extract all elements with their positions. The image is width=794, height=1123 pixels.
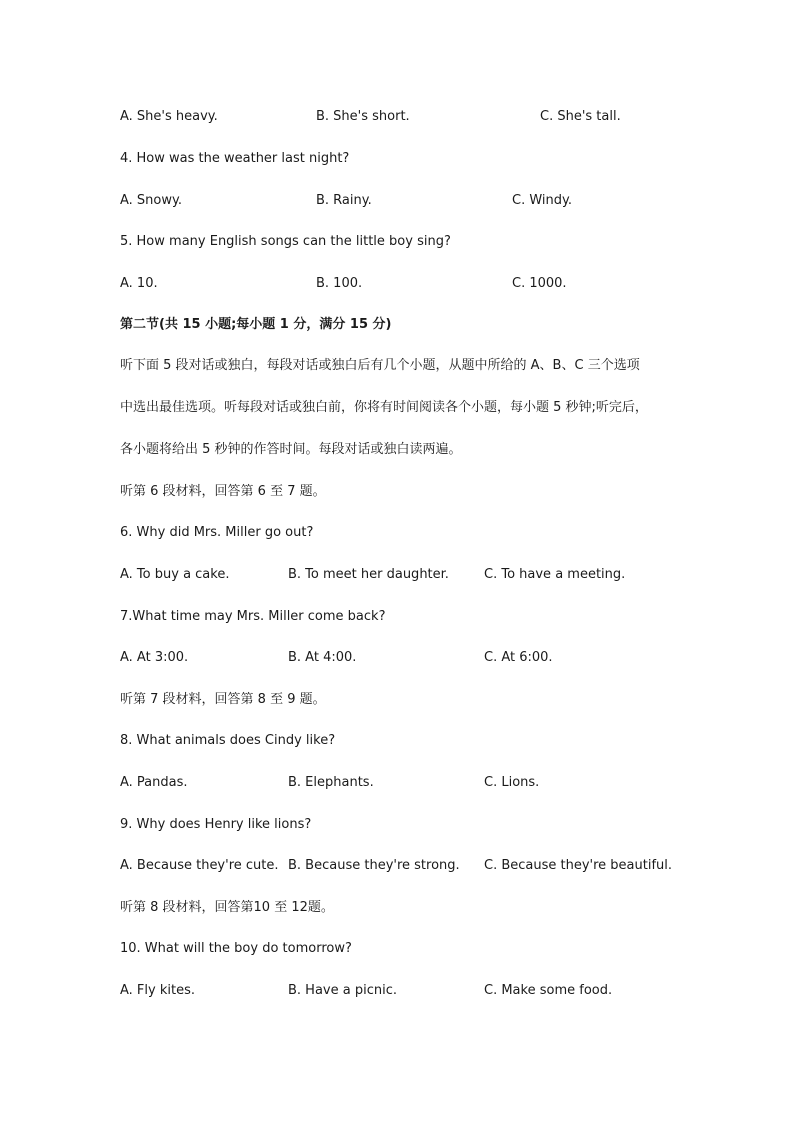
material-6-heading: 听第 6 段材料，回答第 6 至 7 题。 (120, 484, 326, 499)
q7-option-c: C. At 6:00. (484, 650, 553, 665)
material-7-heading: 听第 7 段材料，回答第 8 至 9 题。 (120, 692, 326, 707)
q8-option-b: B. Elephants. (288, 775, 374, 790)
q5-option-b: B. 100. (316, 276, 363, 291)
q3-option-b: B. She's short. (316, 109, 410, 124)
q6-question: 6. Why did Mrs. Miller go out? (120, 525, 314, 540)
q4-question: 4. How was the weather last night? (120, 151, 350, 166)
material-8-heading: 听第 8 段材料，回答第10 至 12题。 (120, 900, 334, 915)
q10-option-b: B. Have a picnic. (288, 983, 397, 998)
q9-option-b: B. Because they're strong. (288, 858, 460, 873)
q10-question: 10. What will the boy do tomorrow? (120, 941, 352, 956)
q8-question: 8. What animals does Cindy like? (120, 733, 336, 748)
q7-question: 7.What time may Mrs. Miller come back? (120, 609, 386, 624)
q9-option-c: C. Because they're beautiful. (484, 858, 673, 873)
q6-option-c: C. To have a meeting. (484, 567, 626, 582)
instructions-line-3: 各小题将给出 5 秒钟的作答时间。每段对话或独白读两遍。 (120, 442, 462, 457)
q6-option-b: B. To meet her daughter. (288, 567, 449, 582)
q9-question: 9. Why does Henry like lions? (120, 817, 312, 832)
q10-option-a: A. Fly kites. (120, 983, 195, 998)
q7-option-a: A. At 3:00. (120, 650, 189, 665)
q6-option-a: A. To buy a cake. (120, 567, 230, 582)
q4-option-c: C. Windy. (512, 193, 572, 208)
q5-option-c: C. 1000. (512, 276, 567, 291)
instructions-line-1: 听下面 5 段对话或独白，每段对话或独白后有几个小题，从题中所给的 A、B、C 三个选项 (120, 358, 640, 373)
q3-option-c: C. She's tall. (540, 109, 621, 124)
q10-option-c: C. Make some food. (484, 983, 613, 998)
q9-option-a: A. Because they're cute. (120, 858, 279, 873)
q5-question: 5. How many English songs can the little boy sing? (120, 234, 451, 249)
q8-option-a: A. Pandas. (120, 775, 188, 790)
q8-option-c: C. Lions. (484, 775, 540, 790)
q4-option-b: B. Rainy. (316, 193, 372, 208)
q3-option-a: A. She's heavy. (120, 109, 218, 124)
instructions-line-2: 中选出最佳选项。听每段对话或独白前，你将有时间阅读各个小题，每小题 5 秒钟;听完后， (120, 400, 648, 415)
q7-option-b: B. At 4:00. (288, 650, 357, 665)
section-heading: 第二节(共 15 小题;每小题 1 分，满分 15 分) (120, 317, 392, 332)
q4-option-a: A. Snowy. (120, 193, 182, 208)
q5-option-a: A. 10. (120, 276, 158, 291)
